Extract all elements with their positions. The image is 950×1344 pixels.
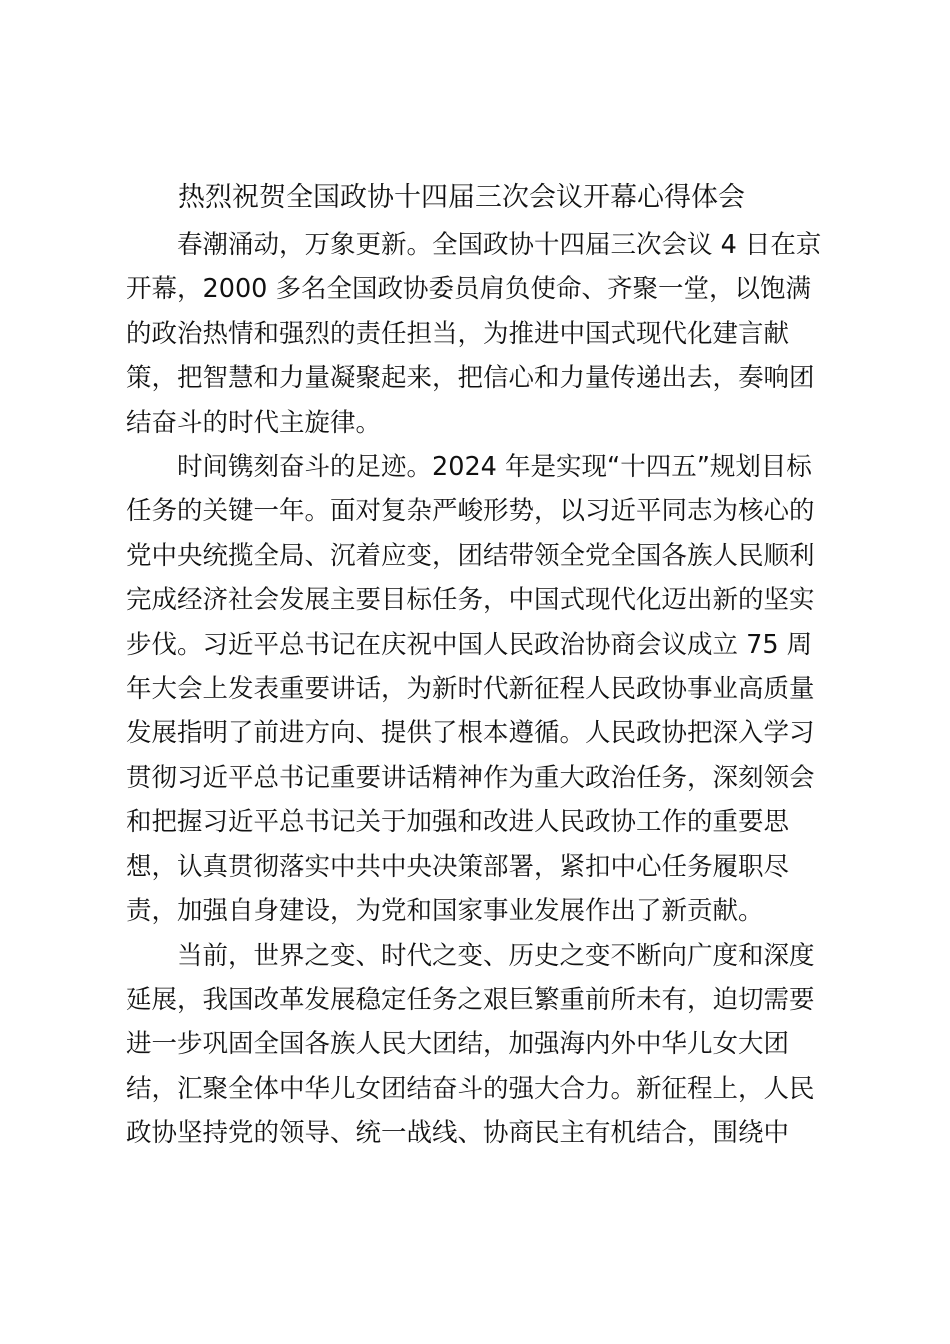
text-line: 贯彻习近平总书记重要讲话精神作为重大政治任务，深刻领会 (126, 762, 815, 793)
text-line: 任务的关键一年。面对复杂严峻形势，以习近平同志为核心的 (126, 496, 815, 527)
document-title: 热烈祝贺全国政协十四届三次会议开幕心得体会 (178, 182, 745, 213)
text-line: 结奋斗的时代主旋律。 (126, 407, 382, 438)
text-line: 春潮涌动，万象更新。全国政协十四届三次会议 4 日在京 (177, 230, 822, 260)
text-line: 策，把智慧和力量凝聚起来，把信心和力量传递出去，奏响团 (126, 363, 815, 394)
text-line: 党中央统揽全局、沉着应变，团结带领全党全国各族人民顺利 (126, 540, 815, 571)
text-line: 步伐。习近平总书记在庆祝中国人民政治协商会议成立 75 周 (126, 629, 813, 660)
document-body (126, 223, 820, 1156)
text-line: 年大会上发表重要讲话，为新时代新征程人民政协事业高质量 (126, 674, 815, 705)
text-line: 时间镌刻奋斗的足迹。2024 年是实现“十四五”规划目标 (177, 452, 812, 483)
text-line: 进一步巩固全国各族人民大团结，加强海内外中华儿女大团 (126, 1029, 790, 1060)
paragraph-2 (126, 445, 820, 933)
text-line: 和把握习近平总书记关于加强和改进人民政协工作的重要思 (126, 807, 790, 838)
paragraph-3 (126, 934, 820, 1156)
text-line: 结，汇聚全体中华儿女团结奋斗的强大合力。新征程上，人民 (126, 1073, 815, 1104)
text-line: 当前，世界之变、时代之变、历史之变不断向广度和深度 (177, 940, 815, 971)
paragraph-1 (126, 223, 820, 445)
text-line: 的政治热情和强烈的责任担当，为推进中国式现代化建言献 (126, 318, 790, 349)
text-line: 延展，我国改革发展稳定任务之艰巨繁重前所未有，迫切需要 (126, 984, 815, 1015)
text-line: 完成经济社会发展主要目标任务，中国式现代化迈出新的坚实 (126, 585, 815, 616)
text-line: 发展指明了前进方向、提供了根本遵循。人民政协把深入学习 (126, 718, 815, 749)
text-line: 开幕，2000 多名全国政协委员肩负使命、齐聚一堂，以饱满 (126, 274, 812, 305)
text-line: 政协坚持党的领导、统一战线、协商民主有机结合，围绕中 (126, 1118, 790, 1149)
text-line: 责，加强自身建设，为党和国家事业发展作出了新贡献。 (126, 896, 764, 927)
text-line: 想，认真贯彻落实中共中央决策部署，紧扣中心任务履职尽 (126, 851, 790, 882)
